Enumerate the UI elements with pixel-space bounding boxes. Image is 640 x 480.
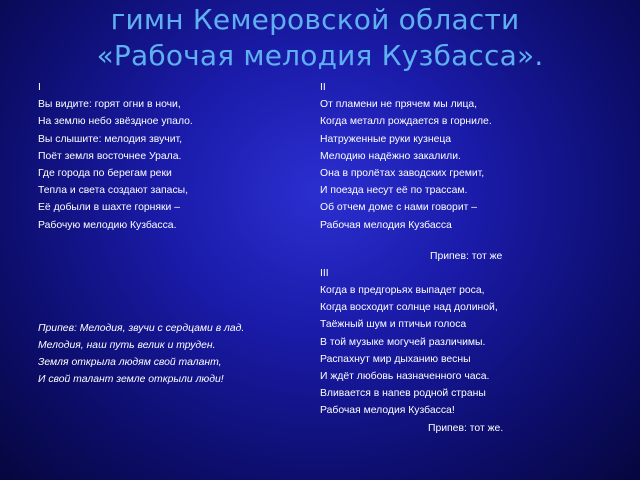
verse-2-line: Мелодию надёжно закалили. xyxy=(320,150,461,162)
verse-3-line: Распахнут мир дыханию весны xyxy=(320,353,471,365)
verse-3-line: И ждёт любовь назначенного часа. xyxy=(320,371,490,382)
verse-2-line: Рабочая мелодия Кузбасса xyxy=(320,219,452,231)
verse-3-line: Когда восходит солнце над долиной, xyxy=(320,302,498,314)
verse-3-line: Рабочая мелодия Кузбасса! xyxy=(320,405,455,417)
verse-3-number: III xyxy=(320,267,329,279)
verse-1-line: Вы слышите: мелодия звучит, xyxy=(38,133,182,145)
title-line-1: гимн Кемеровской области xyxy=(110,3,520,36)
verse-3-line: Таёжный шум и птичьи голоса xyxy=(320,319,467,331)
chorus-reference: Припев: тот же. xyxy=(428,422,504,434)
spacer xyxy=(38,234,244,320)
right-column xyxy=(320,79,503,437)
verse-1-line: Где города по берегам реки xyxy=(38,167,172,179)
verse-2-line: И поезда несут её по трассам. xyxy=(320,185,468,197)
verse-3-line: В той музыке могучей различимы. xyxy=(320,336,486,348)
verse-1-number: I xyxy=(38,82,41,93)
title-line-2: «Рабочая мелодия Кузбасса». xyxy=(96,39,544,72)
verse-2-number: II xyxy=(320,82,326,93)
chorus-line: Мелодия, наш путь велик и труден. xyxy=(38,339,216,351)
chorus-line: Припев: Мелодия, звучи с сердцами в лад. xyxy=(38,322,245,334)
verse-1-line: Вы видите: горят огни в ночи, xyxy=(38,99,181,111)
chorus-line: И свой талант земле открыли люди! xyxy=(38,374,224,386)
verse-3-line: Когда в предгорьях выпадет роса, xyxy=(320,285,485,297)
verse-2-line: Когда металл рождается в горниле. xyxy=(320,116,492,128)
chorus-line: Земля открыла людям свой талант, xyxy=(38,357,222,369)
verse-2-line: От пламени не прячем мы лица, xyxy=(320,99,478,111)
verse-3-line: Вливается в напев родной страны xyxy=(320,388,486,400)
verse-2-line: Натруженные руки кузнеца xyxy=(320,133,452,145)
spacer xyxy=(320,234,503,248)
verse-1-line: Рабочую мелодию Кузбасса. xyxy=(38,219,177,231)
verse-1-line: Поёт земля восточнее Урала. xyxy=(38,150,182,162)
verse-2-line: Об отчем доме с нами говорит – xyxy=(320,202,478,214)
left-column xyxy=(38,79,244,388)
verse-1-line: На землю небо звёздное упало. xyxy=(38,116,193,128)
chorus-reference: Припев: тот же xyxy=(430,250,503,262)
verse-1-line: Тепла и света создают запасы, xyxy=(38,185,188,197)
verse-1-line: Её добыли в шахте горняки – xyxy=(38,202,181,214)
verse-2-line: Она в пролётах заводских гремит, xyxy=(320,167,485,179)
page-title xyxy=(0,2,640,74)
